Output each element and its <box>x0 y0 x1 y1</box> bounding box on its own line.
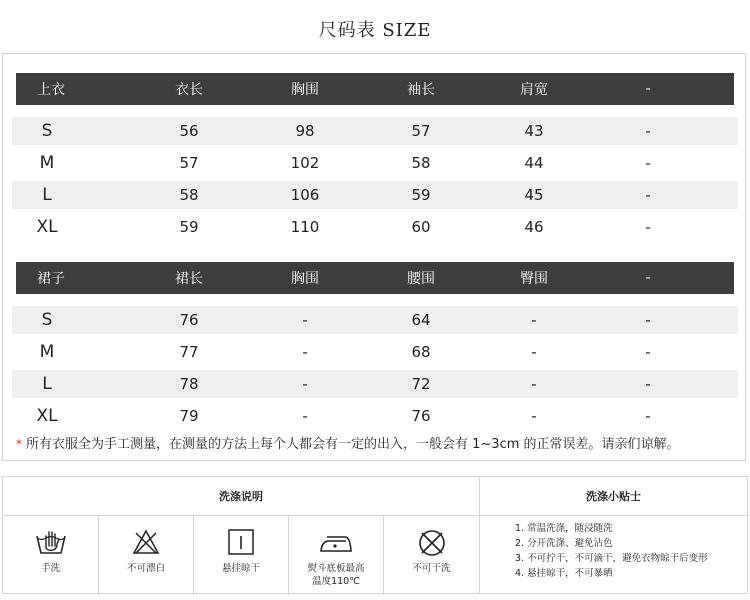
value-cell: 57 <box>411 122 431 140</box>
care-symbol-hang-dry <box>194 516 288 594</box>
value-cell: 68 <box>411 343 431 361</box>
no-dry-clean-icon <box>417 528 447 558</box>
value-cell: 72 <box>411 375 431 393</box>
value-cell: 79 <box>179 407 199 425</box>
value-cell: 59 <box>411 186 431 204</box>
size-cell: L <box>42 374 52 394</box>
value-cell: 77 <box>179 343 199 361</box>
value-cell: 102 <box>290 154 320 172</box>
value-cell: 58 <box>179 186 199 204</box>
value-cell: 98 <box>295 122 315 140</box>
skirts-header-waist: 腰围 <box>407 271 435 287</box>
value-cell: 60 <box>411 218 431 236</box>
size-cell: XL <box>36 406 58 426</box>
list-item: 2. 分开洗涤、避免沾色 <box>515 538 613 549</box>
table-row <box>12 149 738 177</box>
care-symbol-label: 悬挂晾干 <box>221 563 260 574</box>
washing-instructions-panel <box>2 476 748 594</box>
value-cell: - <box>645 122 651 140</box>
value-cell: - <box>531 407 537 425</box>
size-cell: S <box>41 310 53 330</box>
skirts-header-length: 裙长 <box>175 271 203 287</box>
value-cell: - <box>531 343 537 361</box>
care-symbol-no-dry-clean <box>384 516 479 594</box>
value-cell: - <box>531 311 537 329</box>
value-cell: - <box>302 375 308 393</box>
value-cell: 57 <box>179 154 199 172</box>
page-title: 尺码表 SIZE <box>318 20 432 41</box>
measurement-note-text: 所有衣服全为手工测量，在测量的方法上每个人都会有一定的出入，一般会有 1~3cm 的正常误差。请亲们谅解。 <box>26 437 680 452</box>
value-cell: 76 <box>411 407 431 425</box>
care-symbol-iron <box>289 516 383 594</box>
value-cell: - <box>645 154 651 172</box>
tops-header-chest: 胸围 <box>291 82 319 98</box>
size-cell: S <box>41 121 53 141</box>
skirts-header-extra: - <box>645 270 651 286</box>
value-cell: - <box>645 186 651 204</box>
value-cell: - <box>645 311 651 329</box>
washing-tips-title: 洗涤小贴士 <box>586 490 641 503</box>
value-cell: 58 <box>411 154 431 172</box>
value-cell: - <box>645 375 651 393</box>
value-cell: 44 <box>524 154 544 172</box>
value-cell: 43 <box>524 122 544 140</box>
washing-instructions-title: 洗涤说明 <box>219 490 263 503</box>
size-cell: XL <box>36 217 58 237</box>
tops-header-shoulder: 肩宽 <box>520 82 548 98</box>
care-symbol-label: 不可漂白 <box>126 563 165 574</box>
value-cell: 45 <box>524 186 544 204</box>
no-bleach-icon <box>131 528 161 556</box>
care-symbol-label <box>289 562 383 588</box>
table-row <box>12 213 738 241</box>
care-symbol-label-line: 温度110℃ <box>312 576 360 587</box>
value-cell: 56 <box>179 122 199 140</box>
care-symbol-label-line: 熨斗底板最高 <box>307 563 365 574</box>
care-symbol-label: 不可干洗 <box>412 563 451 574</box>
value-cell: - <box>645 407 651 425</box>
list-item: 1. 常温洗涤，随浸随洗 <box>515 523 613 534</box>
tops-header-row <box>16 73 734 105</box>
value-cell: - <box>531 375 537 393</box>
table-row <box>12 181 738 209</box>
value-cell: - <box>302 311 308 329</box>
size-cell: M <box>39 153 55 173</box>
value-cell: - <box>645 218 651 236</box>
size-chart-frame <box>2 53 746 461</box>
washing-tips-list <box>515 521 745 581</box>
value-cell: - <box>302 407 308 425</box>
measurement-note <box>16 434 746 454</box>
value-cell: 110 <box>290 218 320 236</box>
care-symbol-no-bleach <box>99 516 193 594</box>
skirts-header-hip: 臀围 <box>520 271 548 287</box>
value-cell: - <box>302 343 308 361</box>
table-row <box>12 338 738 366</box>
value-cell: 59 <box>179 218 199 236</box>
value-cell: 106 <box>290 186 320 204</box>
iron-110-icon <box>318 528 354 556</box>
skirts-header-category: 裙子 <box>37 271 65 287</box>
value-cell: 78 <box>179 375 199 393</box>
list-item: 4. 悬挂晾干，不可暴晒 <box>515 568 613 579</box>
tops-header-length: 衣长 <box>175 82 203 98</box>
table-row <box>12 117 738 145</box>
care-symbol-label: 手洗 <box>40 563 60 574</box>
skirts-header-row <box>16 262 734 294</box>
size-cell: M <box>39 342 55 362</box>
tops-header-category: 上衣 <box>37 82 65 98</box>
table-row <box>12 306 738 334</box>
tops-header-extra: - <box>645 81 651 97</box>
value-cell: 46 <box>524 218 544 236</box>
table-row <box>12 370 738 398</box>
value-cell: 76 <box>179 311 199 329</box>
skirts-header-chest: 胸围 <box>291 271 319 287</box>
hand-wash-icon <box>34 528 68 556</box>
table-row <box>12 402 738 430</box>
list-item: 3. 不可拧干，不可滴干，避免衣物晾干后变形 <box>515 553 708 564</box>
size-cell: L <box>42 185 52 205</box>
value-cell: 64 <box>411 311 431 329</box>
hang-dry-icon <box>227 528 255 556</box>
tops-header-sleeve: 袖长 <box>407 82 435 98</box>
care-symbol-hand-wash <box>3 516 98 594</box>
value-cell: - <box>645 343 651 361</box>
asterisk-mark: * <box>16 437 22 451</box>
